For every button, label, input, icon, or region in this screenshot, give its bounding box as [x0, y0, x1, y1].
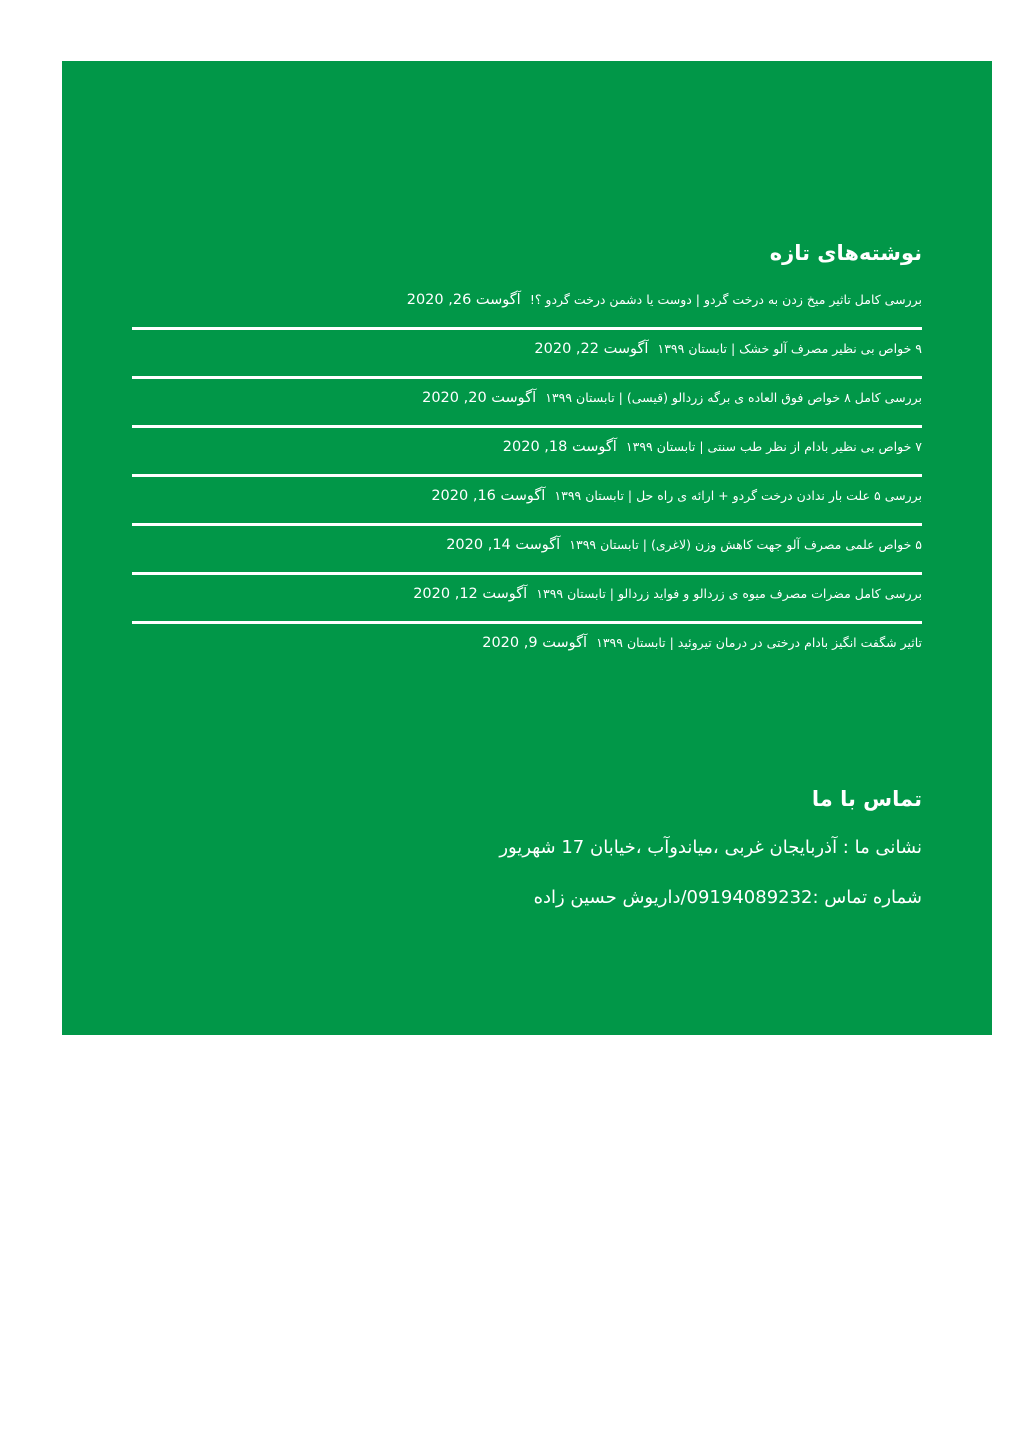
- list-item: [132, 283, 922, 330]
- list-item: [132, 528, 922, 575]
- post-link[interactable]: بررسی کامل تاثیر میخ زدن به درخت گردو | دوست یا دشمن درخت گردو ؟!: [529, 292, 922, 307]
- post-date: آگوست 14, 2020: [446, 537, 561, 553]
- list-item: [132, 332, 922, 379]
- post-link[interactable]: ۹ خواص بی نظیر مصرف آلو خشک | تابستان ۱۳۹۹: [657, 341, 922, 356]
- footer-widgets-panel: [62, 61, 992, 1035]
- post-link[interactable]: بررسی ۵ علت بار ندادن درخت گردو + ارائه ی راه حل | تابستان ۱۳۹۹: [554, 488, 922, 503]
- post-date: آگوست 22, 2020: [534, 341, 649, 357]
- list-item: [132, 430, 922, 477]
- post-date: آگوست 26, 2020: [406, 292, 521, 308]
- post-date: آگوست 18, 2020: [502, 439, 617, 455]
- contact-heading: تماس با ما: [811, 787, 922, 811]
- post-link[interactable]: ۵ خواص علمی مصرف آلو جهت کاهش وزن (لاغری) | تابستان ۱۳۹۹: [569, 537, 922, 552]
- post-link[interactable]: تاثیر شگفت انگیز بادام درختی در درمان تیروئید | تابستان ۱۳۹۹: [596, 635, 922, 650]
- list-item: [132, 577, 922, 624]
- list-item: [132, 479, 922, 526]
- post-link[interactable]: بررسی کامل مضرات مصرف میوه ی زردالو و فواید زردالو | تابستان ۱۳۹۹: [536, 586, 922, 601]
- post-date: آگوست 12, 2020: [413, 586, 528, 602]
- post-date: آگوست 9, 2020: [482, 635, 588, 651]
- contact-phone: شماره تماس :09194089232/داریوش حسین زاده: [533, 887, 922, 908]
- list-item: [132, 626, 922, 673]
- post-link[interactable]: بررسی کامل ۸ خواص فوق العاده ی برگه زردالو (قیسی) | تابستان ۱۳۹۹: [545, 390, 922, 405]
- recent-posts-heading: نوشته‌های تازه: [769, 241, 922, 265]
- list-item: [132, 381, 922, 428]
- post-date: آگوست 16, 2020: [431, 488, 546, 504]
- contact-address: نشانی ما : آذربایجان غربی ،میاندوآب ،خیابان 17 شهریور: [499, 837, 922, 858]
- post-date: آگوست 20, 2020: [422, 390, 537, 406]
- post-link[interactable]: ۷ خواص بی نظیر بادام از نظر طب سنتی | تابستان ۱۳۹۹: [625, 439, 922, 454]
- recent-posts-list: [132, 283, 922, 673]
